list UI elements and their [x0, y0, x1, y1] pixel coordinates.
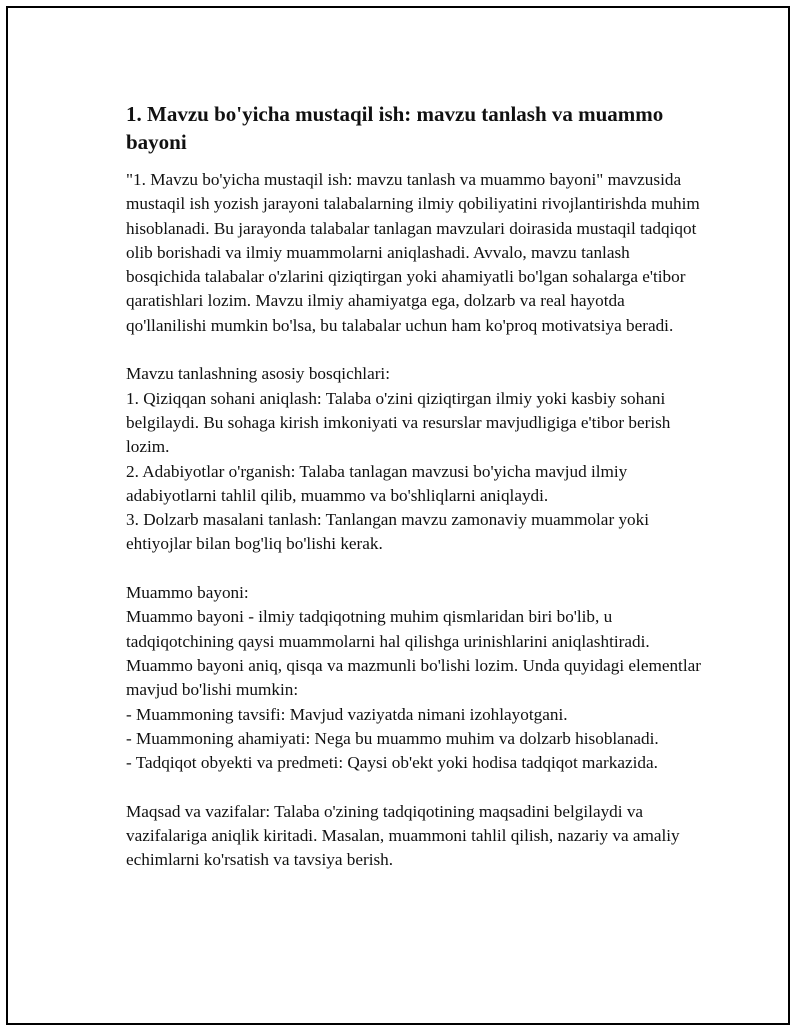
- paragraph-spacer: [126, 775, 706, 799]
- problem-statement-section: Muammo bayoni: Muammo bayoni - ilmiy tadqiqotning muhim qismlaridan biri bo'lib, u tadqiqotchining qaysi muammolarni hal qilishga urinishlarini aniqlashtiradi. Muammo bayoni aniq, qisqa va mazmunli bo'lishi lozim. Unda quyidagi elementlar mavjud bo'lishi mumkin: - Muammoning tavsifi: Mavjud vaziyatda nimani izohlayotgani. - Muammoning ahamiyati: Nega bu muammo muhim va dolzarb hisoblanadi. - Tadqiqot obyekti va predmeti: Qaysi ob'ekt yoki hodisa tadqiqot markazida.: [126, 583, 701, 773]
- document-body: [126, 100, 706, 873]
- paragraph-spacer: [126, 557, 706, 581]
- goals-and-tasks-paragraph: Maqsad va vazifalar: Talaba o'zining tadqiqotining maqsadini belgilaydi va vazifalariga aniqlik kiritadi. Masalan, muammoni tahlil qilish, nazariy va amaliy echimlarni ko'rsatish va tavsiya berish.: [126, 801, 680, 870]
- document-title: 1. Mavzu bo'yicha mustaqil ish: mavzu tanlash va muammo bayoni: [126, 102, 664, 154]
- paragraph-spacer: [126, 338, 706, 362]
- intro-paragraph: "1. Mavzu bo'yicha mustaqil ish: mavzu tanlash va muammo bayoni" mavzusida mustaqil ish yozish jarayoni talabalarning ilmiy qobiliyatini rivojlantirishda muhim hisoblanadi. Bu jarayonda talabalar tanlagan mavzulari doirasida mustaqil tadqiqot olib borishadi va ilmiy muammolarni aniqlashadi. Avvalo, mavzu tanlash bosqichida talabalar o'zlarini qiziqtirgan yoki ahamiyatli bo'lgan sohalarga e'tibor qaratishlari lozim. Mavzu ilmiy ahamiyatga ega, dolzarb va real hayotda qo'llanilishi mumkin bo'lsa, bu talabalar uchun ham ko'proq motivatsiya beradi.: [126, 170, 700, 335]
- page-frame: [6, 6, 790, 1025]
- topic-selection-steps: Mavzu tanlashning asosiy bosqichlari: 1. Qiziqqan sohani aniqlash: Talaba o'zini qiziqtirgan ilmiy yoki kasbiy sohani belgilaydi. Bu sohaga kirish imkoniyati va resurslar mavjudligiga e'tibor berish lozim. 2. Adabiyotlar o'rganish: Talaba tanlagan mavzusi bo'yicha mavjud ilmiy adabiyotlarni tahlil qilib, muammo va bo'shliqlarni aniqlaydi. 3. Dolzarb masalani tanlash: Tanlangan mavzu zamonaviy muammolar yoki ehtiyojlar bilan bog'liq bo'lishi kerak.: [126, 364, 671, 554]
